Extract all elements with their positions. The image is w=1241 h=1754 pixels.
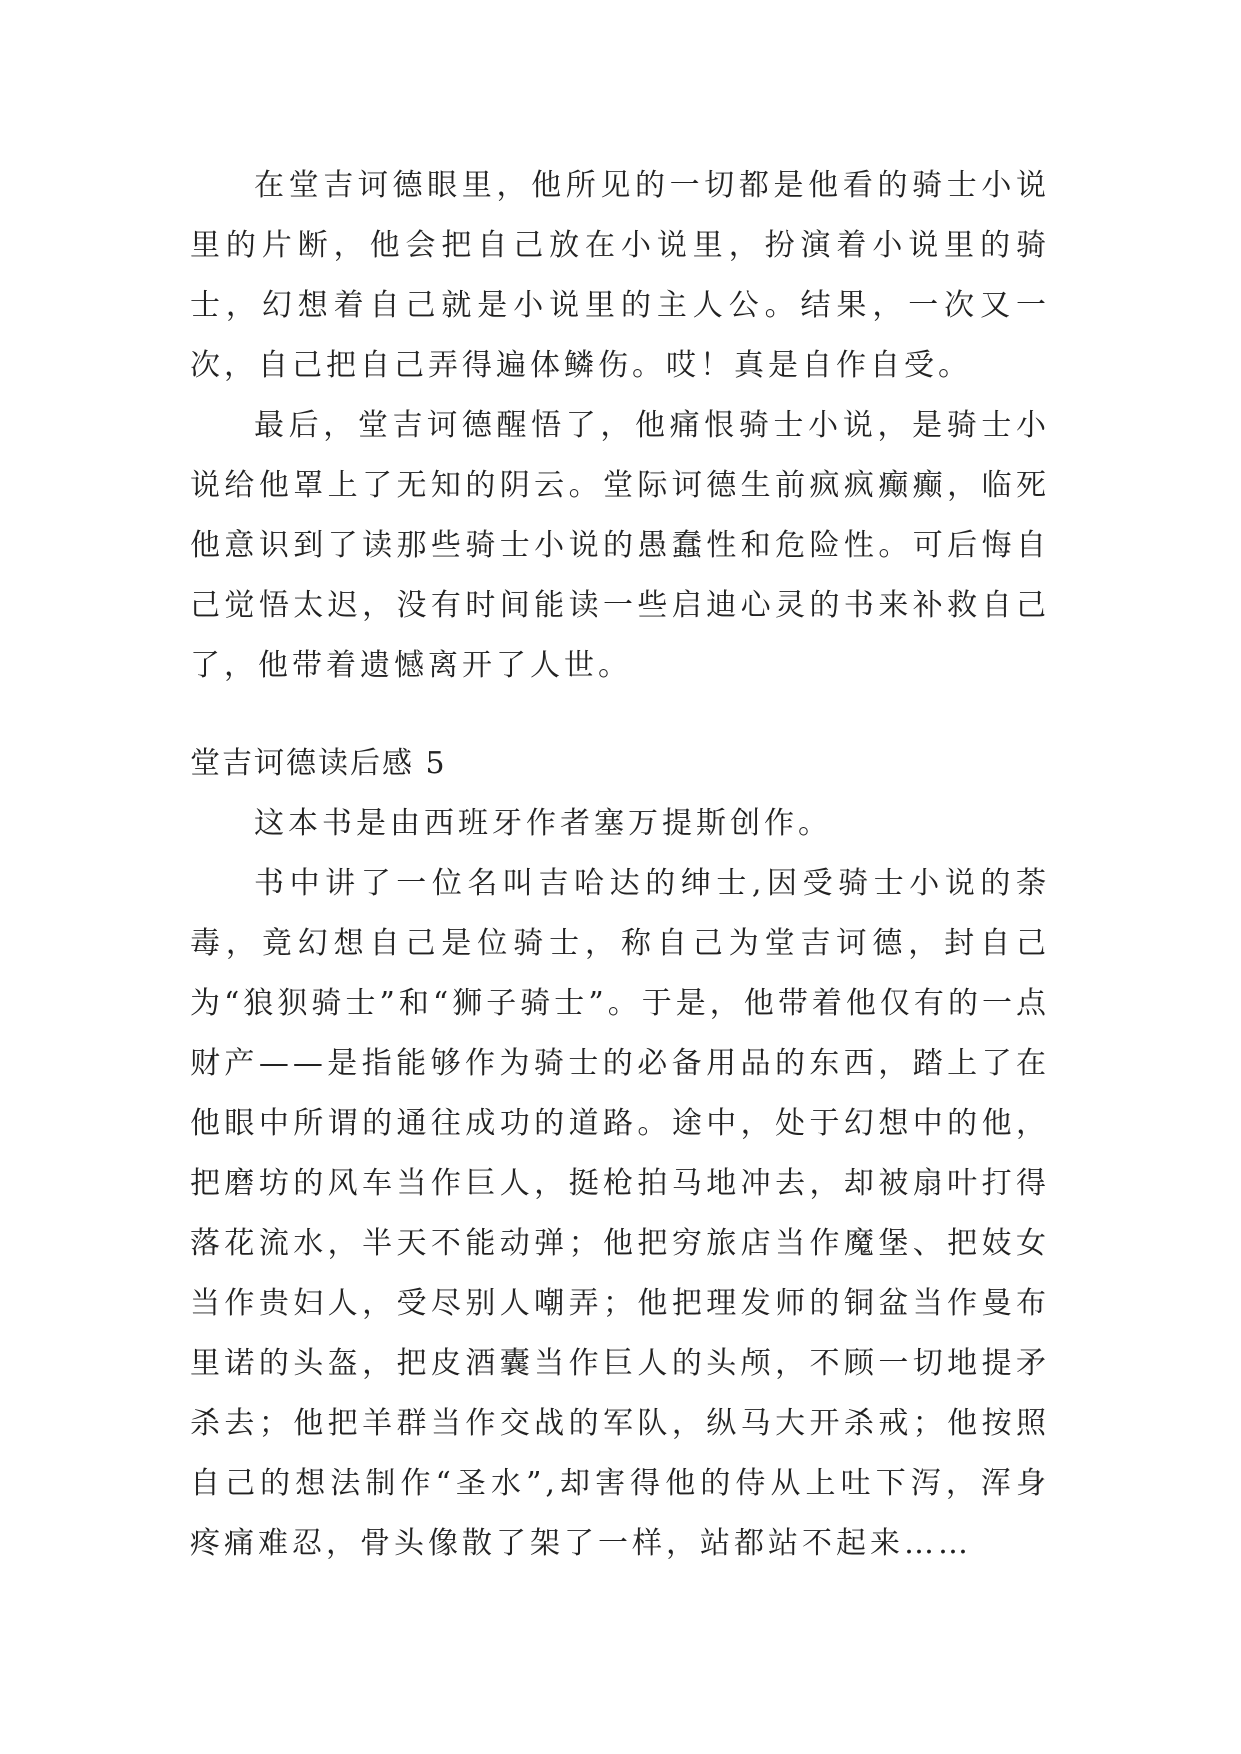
body-paragraph: 最后，堂吉诃德醒悟了，他痛恨骑士小说，是骑士小说给他罩上了无知的阴云。堂际诃德生前疯疯癫癫，临死他意识到了读那些骑士小说的愚蠢性和危险性。可后悔自己觉悟太迟，没有时间能读一些启迪心灵的书来补救自己了，他带着遗憾离开了人世。 xyxy=(190,408,1050,683)
essay-section-5 xyxy=(190,734,1050,1574)
section-title: 堂吉诃德读后感 5 xyxy=(190,746,447,781)
body-paragraph: 在堂吉诃德眼里，他所见的一切都是他看的骑士小说里的片断，他会把自己放在小说里，扮演着小说里的骑士，幻想着自己就是小说里的主人公。结果，一次又一次，自己把自己弄得遍体鳞伤。哎！真是自作自受。 xyxy=(190,168,1050,383)
body-paragraph: 书中讲了一位名叫吉哈达的绅士,因受骑士小说的荼毒，竟幻想自己是位骑士，称自己为堂吉诃德，封自己为“狼狈骑士”和“狮子骑士”。于是，他带着他仅有的一点财产——是指能够作为骑士的必备用品的东西，踏上了在他眼中所谓的通往成功的道路。途中，处于幻想中的他，把磨坊的风车当作巨人，挺枪拍马地冲去，却被扇叶打得落花流水，半天不能动弹；他把穷旅店当作魔堡、把妓女当作贵妇人，受尽别人嘲弄；他把理发师的铜盆当作曼布里诺的头盔，把皮酒囊当作巨人的头颅，不顾一切地提矛杀去；他把羊群当作交战的军队，纵马大开杀戒；他按照自己的想法制作“圣水”,却害得他的侍从上吐下泻，浑身疼痛难忍，骨头像散了架了一样，站都站不起来…… xyxy=(190,866,1050,1561)
essay-continued-section xyxy=(190,156,1050,696)
body-paragraph: 这本书是由西班牙作者塞万提斯创作。 xyxy=(254,806,832,841)
